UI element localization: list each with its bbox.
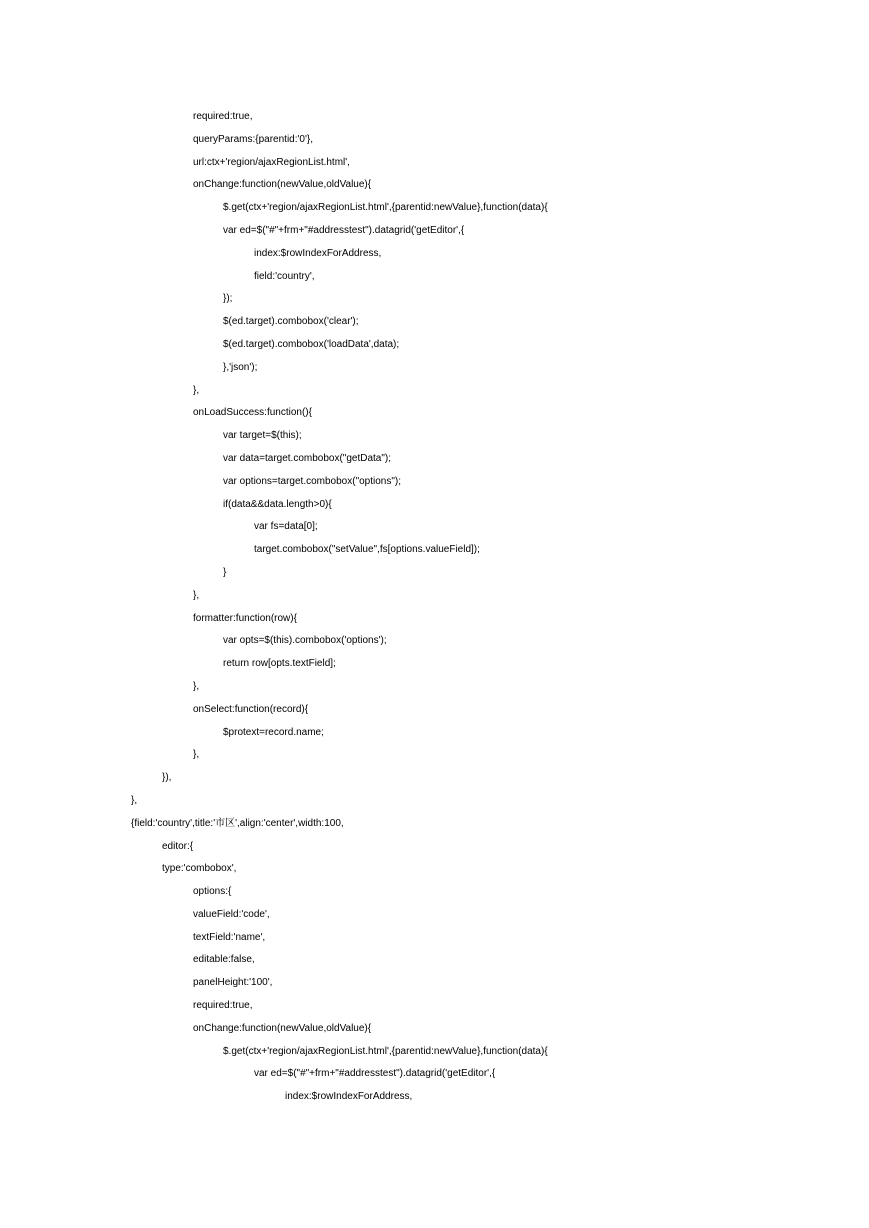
code-line: formatter:function(row){: [193, 612, 297, 624]
code-line: onChange:function(newValue,oldValue){: [193, 179, 372, 191]
code-line: if(data&&data.length>0){: [223, 498, 332, 510]
code-line: options:{: [193, 886, 232, 898]
code-line: $protext=record.name;: [223, 726, 324, 738]
code-line: }),: [162, 772, 172, 784]
code-line: var ed=$("#"+frm+"#addresstest").datagrid('getEditor',{: [254, 1068, 496, 1080]
code-line: panelHeight:'100',: [193, 977, 273, 989]
code-line: var target=$(this);: [223, 430, 302, 442]
code-line: queryParams:{parentid:'0'},: [193, 133, 313, 145]
code-line: },: [193, 589, 200, 601]
code-line: },: [193, 749, 200, 761]
code-line: editor:{: [162, 840, 194, 852]
code-line: var options=target.combobox("options");: [223, 475, 402, 487]
code-line: },: [193, 680, 200, 692]
code-line: return row[opts.textField];: [223, 658, 336, 670]
code-line: editable:false,: [193, 954, 255, 966]
code-line: });: [223, 293, 233, 305]
code-line: var ed=$("#"+frm+"#addresstest").datagrid('getEditor',{: [223, 224, 465, 236]
code-line: $(ed.target).combobox('loadData',data);: [223, 338, 400, 350]
code-line: {field:'country',title:'市区',align:'center',width:100,: [131, 817, 344, 829]
code-line: index:$rowIndexForAddress,: [254, 247, 382, 259]
code-line: $.get(ctx+'region/ajaxRegionList.html',{parentid:newValue},function(data){: [223, 202, 548, 214]
code-line: $(ed.target).combobox('clear');: [223, 316, 359, 328]
code-line: var opts=$(this).combobox('options');: [223, 635, 387, 647]
code-line: $.get(ctx+'region/ajaxRegionList.html',{parentid:newValue},function(data){: [223, 1045, 548, 1057]
code-line: textField:'name',: [193, 931, 266, 943]
code-line: index:$rowIndexForAddress,: [285, 1091, 413, 1103]
code-line: },: [193, 384, 200, 396]
code-line: var fs=data[0];: [254, 521, 318, 533]
code-line: },'json');: [223, 361, 258, 373]
code-line: onChange:function(newValue,oldValue){: [193, 1022, 372, 1034]
code-line: type:'combobox',: [162, 863, 237, 875]
code-line: valueField:'code',: [193, 908, 270, 920]
code-line: url:ctx+'region/ajaxRegionList.html',: [193, 156, 350, 168]
code-line: }: [223, 566, 227, 578]
code-listing: [0, 106, 869, 1109]
code-line: required:true,: [193, 1000, 253, 1012]
code-line: var data=target.combobox("getData");: [223, 452, 392, 464]
code-line: },: [131, 794, 138, 806]
code-line: onLoadSuccess:function(){: [193, 407, 312, 419]
code-line: onSelect:function(record){: [193, 703, 309, 715]
code-line: target.combobox("setValue",fs[options.valueField]);: [254, 544, 480, 556]
code-line: required:true,: [193, 111, 253, 122]
code-line: field:'country',: [254, 270, 315, 282]
